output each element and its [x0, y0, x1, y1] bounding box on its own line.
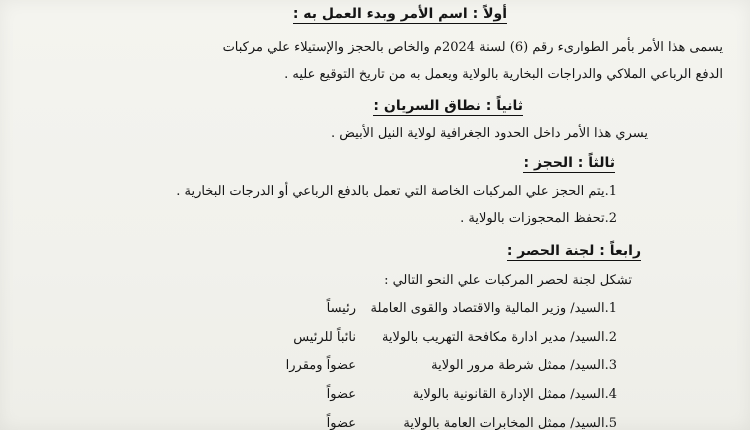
member-name-4: 4.السيد/ ممثل الإدارة القانونية بالولاية: [412, 387, 617, 402]
section-4-heading: رابعاً : لجنة الحصر :: [506, 243, 641, 259]
section-1-line-2: الدفع الرباعي الملاكي والدراجات البخارية بالولاية ويعمل به من تاريخ التوقيع عليه .: [284, 67, 723, 82]
member-name-1: 1.السيد/ وزير المالية والاقتصاد والقوى العاملة: [370, 301, 617, 316]
section-1-line-1: يسمى هذا الأمر بأمر الطوارىء رقم (6) لسنة 2024م والخاص بالحجز والإستيلاء علي مركبات: [222, 40, 723, 55]
section-4-intro: تشكل لجنة لحصر المركبات علي النحو التالي :: [384, 273, 632, 288]
member-role-5: عضواً: [326, 416, 356, 430]
section-1-heading: أولاً : اسم الأمر وبدء العمل به :: [292, 6, 507, 22]
section-2-heading: ثانياً : نطاق السريان :: [373, 98, 523, 114]
member-role-4: عضواً: [326, 387, 356, 402]
section-3-heading: ثالثاً : الحجز :: [523, 155, 615, 171]
member-role-2: نائباً للرئيس: [293, 330, 356, 345]
member-name-3: 3.السيد/ ممثل شرطة مرور الولاية: [431, 358, 617, 373]
section-2-line-1: يسري هذا الأمر داخل الحدود الجغرافية لولاية النيل الأبيض .: [330, 126, 648, 141]
member-role-3: عضواً ومقررا: [285, 358, 356, 373]
member-name-2: 2.السيد/ مدير ادارة مكافحة التهريب بالولاية: [381, 330, 617, 345]
section-3-item-1: 1.يتم الحجز علي المركبات الخاصة التي تعمل بالدفع الرباعي أو الدرجات البخارية .: [176, 184, 617, 199]
section-3-item-2: 2.تحفظ المحجوزات بالولاية .: [460, 211, 617, 226]
member-role-1: رئيساً: [326, 301, 356, 316]
member-name-5: 5.السيد/ ممثل المخابرات العامة بالولاية: [403, 416, 617, 430]
